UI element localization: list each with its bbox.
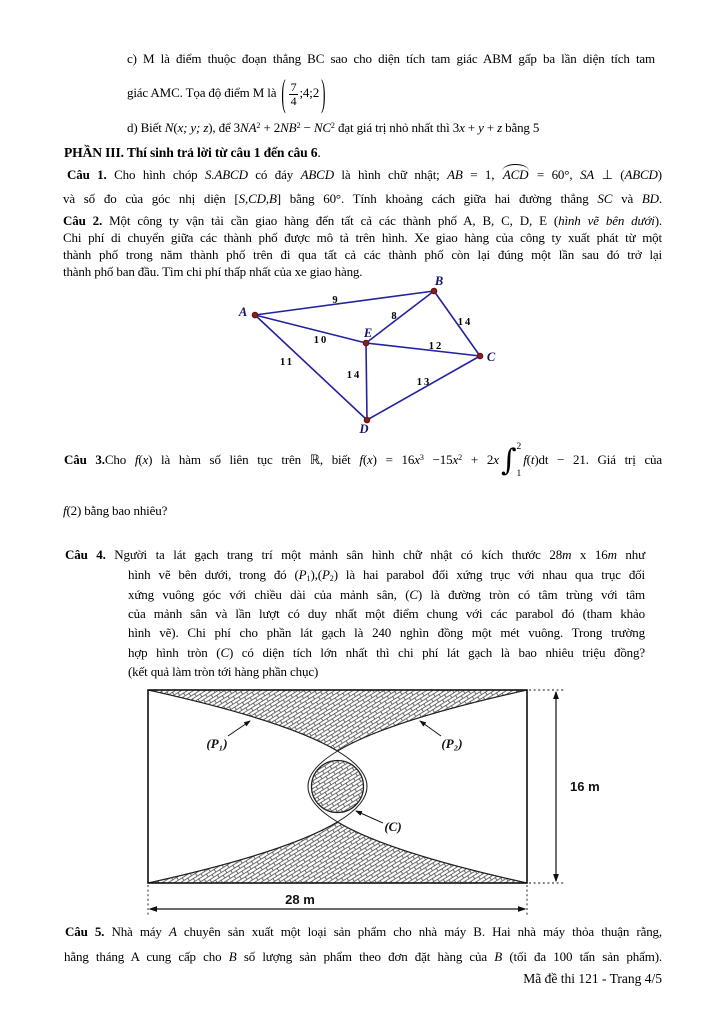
cau4-line3: xứng vuông góc với chiều dài của mảnh sân, (C) là đường tròn có tâm trùng với tâm	[128, 587, 645, 602]
cau4-line4: của mảnh sân và lần lượt có duy nhất một điểm chung với các parabol đó (tham khảo	[128, 606, 645, 621]
graph-edge-AD	[255, 315, 367, 420]
cau2-line4: thành phố ban đầu. Tìm chi phí thấp nhất của xe giao hàng.	[63, 264, 363, 279]
part3-header: PHẦN III. Thí sinh trả lời từ câu 1 đến câu 6.	[64, 145, 321, 160]
graph-vertex-label-A: A	[238, 305, 248, 319]
graph-vertex-label-C: C	[486, 350, 496, 364]
graph-vertex-dot-E	[363, 340, 369, 346]
cau1-line2: và số đo của góc nhị diện [S,CD,B] bằng 60°. Tính khoảng cách giữa hai đường thẳng SC và BD.	[63, 191, 663, 206]
item-d-line: d) Biết N(x; y; z), để $3NA^2 + 2NB^2 - NC^2$ đạt giá trị nhỏ nhất thì 3x + y + z bằng 5	[127, 120, 540, 136]
hatched-top-region	[148, 690, 527, 751]
graph-edge-weight-BE: 8	[391, 311, 399, 322]
courtyard-figure	[130, 680, 620, 925]
c-arrow	[356, 811, 383, 823]
cau5-line2: hằng tháng A cung cấp cho B số lượng sản phẩm theo đơn đặt hàng của B (tối đa 100 tấn sản phẩm).	[64, 949, 662, 964]
cau2-line1: Câu 2. Một công ty vận tải cần giao hàng đến tất cả các thành phố A, B, C, D, E (hình vẽ bên dưới).	[63, 213, 662, 228]
cau4-line6: hợp hình tròn (C) có diện tích lớn nhất thì chi phí lát gạch là bao nhiêu triệu đồng?	[128, 645, 645, 660]
graph-edge-EC	[366, 343, 480, 356]
p2-arrow	[420, 721, 441, 736]
circle-c	[312, 761, 364, 813]
graph-vertex-label-D: D	[359, 422, 369, 436]
page-footer: Mã đề thi 121 - Trang 4/5	[523, 971, 662, 986]
item-c-line1: c) M là điểm thuộc đoạn thẳng BC sao cho diện tích tam giác ABM gấp ba lần diện tích tam	[127, 51, 655, 66]
hatched-bottom-region	[148, 822, 527, 883]
graph-edge-weight-BC: 14	[457, 317, 473, 328]
item-c-line2-coordinates: giác AMC. Tọa độ điểm M là ( $\frac{7}{4}$ ;4;2 )	[127, 70, 326, 115]
graph-vertex-dot-C	[477, 353, 483, 359]
graph-edge-weight-DC: 13	[416, 377, 432, 388]
cost-graph-figure	[222, 272, 522, 447]
graph-edge-ED	[366, 343, 367, 420]
cau4-line1: Câu 4. Người ta lát gạch trang trí một mảnh sân hình chữ nhật có kích thước 28m x 16m như	[65, 547, 645, 562]
graph-edge-weight-ED: 14	[346, 370, 362, 381]
c-label: (C)	[384, 819, 402, 834]
graph-edge-AE	[255, 315, 366, 343]
graph-vertex-dot-A	[252, 312, 258, 318]
graph-vertex-label-B: B	[434, 274, 444, 288]
p2-label: (P₂)	[441, 736, 463, 751]
height-dimension-label: 16 m	[570, 779, 600, 794]
graph-vertex-dot-B	[431, 288, 437, 294]
p1-arrow	[228, 721, 250, 736]
cau4-line7: (kết quả làm tròn tới hàng phần chục)	[128, 664, 319, 679]
graph-edge-weight-AB: 9	[332, 295, 340, 306]
cau4-line2: hình vẽ bên dưới, trong đó $(P_1),(P_2)$ là hai parabol đối xứng trục với nhau qua trục đối	[128, 567, 645, 583]
cau2-line2: Chi phí di chuyển giữa các thành phố được mô tả trên hình. Xe giao hàng của công ty xuất phát từ một	[63, 230, 662, 245]
graph-edge-weight-AD: 11	[280, 357, 294, 368]
graph-edge-weight-EC: 12	[428, 341, 444, 352]
width-dimension-label: 28 m	[285, 892, 315, 907]
graph-edge-DC	[367, 356, 480, 420]
cau1-line1: Câu 1. Cho hình chóp S.ABCD có đáy ABCD là hình chữ nhật; AB = 1, ACD = 60°, SA ⊥ (ABCD)	[67, 167, 662, 182]
graph-edge-weight-AE: 10	[313, 335, 329, 346]
cau3-line2: f(2) bằng bao nhiêu?	[63, 503, 168, 518]
cau2-line3: thành phố trong năm thành phố trên đi qua tất cả các thành phố còn lại đúng một lần sau đó trở lại	[63, 247, 662, 262]
p1-label: (P₁)	[206, 736, 228, 751]
cau4-line5: hình vẽ). Chi phí cho phần lát gạch là 240 nghìn đồng một mét vuông. Trong trường	[128, 625, 645, 640]
cau5-line1: Câu 5. Nhà máy A chuyên sản xuất một loại sản phẩm cho nhà máy B. Hai nhà máy thỏa thuận rằng,	[65, 924, 663, 939]
cau3-line1: Câu 3.Cho f(x) là hàm số liên tục trên ℝ, biết $f(x) = 16x^3 -15x^2 + 2x$ ∫ 2 1 f(t)dt − 21. Giá trị của	[64, 442, 663, 479]
graph-vertex-label-E: E	[363, 326, 373, 340]
